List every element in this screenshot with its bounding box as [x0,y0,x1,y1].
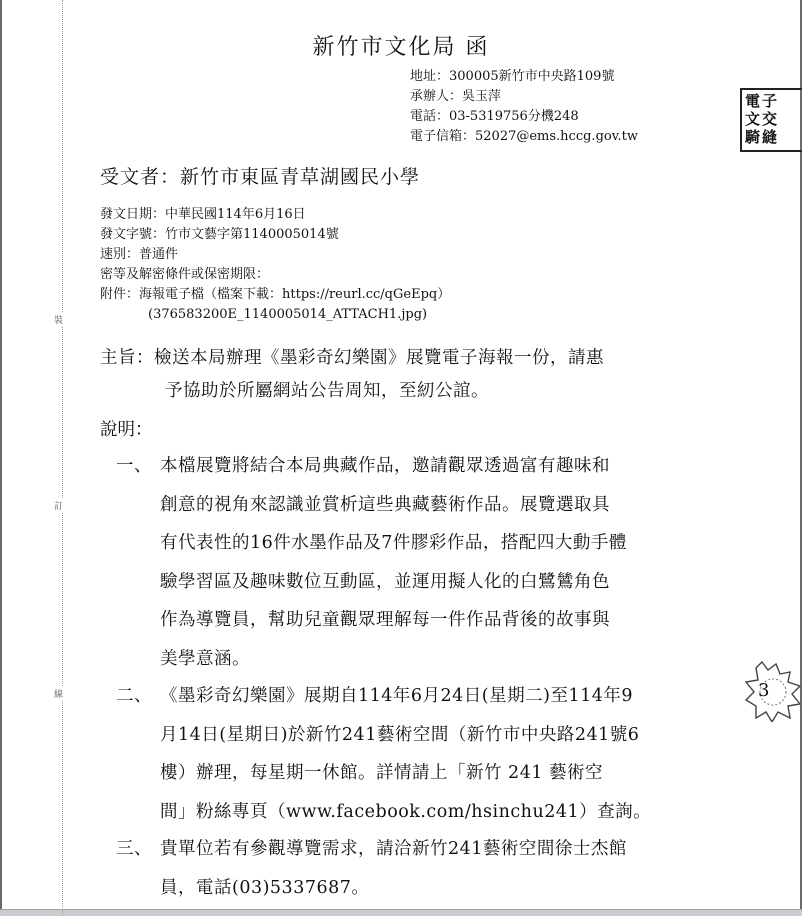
description-item-2 [116,677,716,831]
page-seal-icon [744,660,802,722]
binding-line [62,0,63,916]
item-line: 間」粉絲專頁（www.facebook.com/hsinchu241）查詢。 [160,801,652,822]
contact-email: 電子信箱：52027@ems.hccg.gov.tw [410,129,639,144]
item-line: 《墨彩奇幻樂園》展期自114年6月24日(星期二)至114年9 [160,686,633,706]
binding-mark-zhuang: 裝 [54,312,63,327]
subject-line-2: 予協助於所屬網站公告周知，至紉公誼。 [165,381,489,401]
item-number: 三、 [116,839,152,859]
security-level: 密等及解密條件或保密期限： [100,267,270,282]
viewer-bottom-bar[interactable] [0,909,802,916]
item-line: 貴單位若有參觀導覽需求，請洽新竹241藝術空間徐士杰館 [160,839,627,859]
document-number: 發文字號：竹市文藝字第1140005014號 [100,227,339,242]
stamp-line-1: 電子 [745,92,780,110]
item-line: 美學意涵。 [160,648,250,669]
item-number: 一、 [116,456,152,476]
binding-mark-ding: 訂 [54,498,63,513]
item-line: 驗學習區及趣味數位互動區，並運用擬人化的白鷺鷥角色 [160,571,610,592]
contact-phone: 電話：03-5319756分機248 [410,109,579,124]
item-line: 有代表性的16件水墨作品及7件膠彩作品，搭配四大動手體 [160,533,627,553]
item-line: 作為導覽員，幫助兒童觀眾理解每一件作品背後的故事與 [160,610,610,630]
contact-info [410,67,638,147]
page-number: 3 [758,680,770,701]
binding-mark-xian: 線 [54,686,63,701]
contact-address: 地址：300005新竹市中央路109號 [410,69,615,84]
attachment-link[interactable]: 附件：海報電子檔（檔案下載：https://reurl.cc/qGeEpq） [100,287,451,302]
delivery-speed: 速別：普通件 [100,247,179,262]
description-item-3 [116,830,716,907]
subject-line-1: 主旨：檢送本局辦理《墨彩奇幻樂園》展覽電子海報一份，請惠 [100,348,604,368]
recipient: 受文者：新竹市東區青草湖國民小學 [100,166,421,188]
subject-section [100,342,710,408]
stamp-line-2: 文交 [745,110,780,128]
issue-date: 發文日期：中華民國114年6月16日 [100,207,306,222]
electronic-seal-stamp [740,88,802,152]
item-line: 樓）辦理，每星期一休館。詳情請上「新竹 241 藝術空 [160,763,604,783]
attachment-filename: (376583200E_1140005014_ATTACH1.jpg) [148,307,428,322]
contact-handler: 承辦人：吳玉萍 [410,89,502,104]
item-number: 二、 [116,686,152,706]
description-heading: 說明： [100,420,153,440]
stamp-line-3: 騎縫 [745,128,780,146]
document-title: 新竹市文化局 函 [312,35,490,60]
document-meta [100,205,450,325]
item-line: 本檔展覽將結合本局典藏作品，邀請觀眾透過富有趣味和 [160,456,610,476]
item-line: 員，電話(03)5337687。 [160,877,370,898]
item-line: 月14日(星期日)於新竹241藝術空間（新竹市中央路241號6 [160,724,640,745]
item-line: 創意的視角來認識並賞析這些典藏藝術作品。展覽選取具 [160,494,610,515]
page-left-border [0,0,2,916]
description-item-1 [116,447,716,678]
